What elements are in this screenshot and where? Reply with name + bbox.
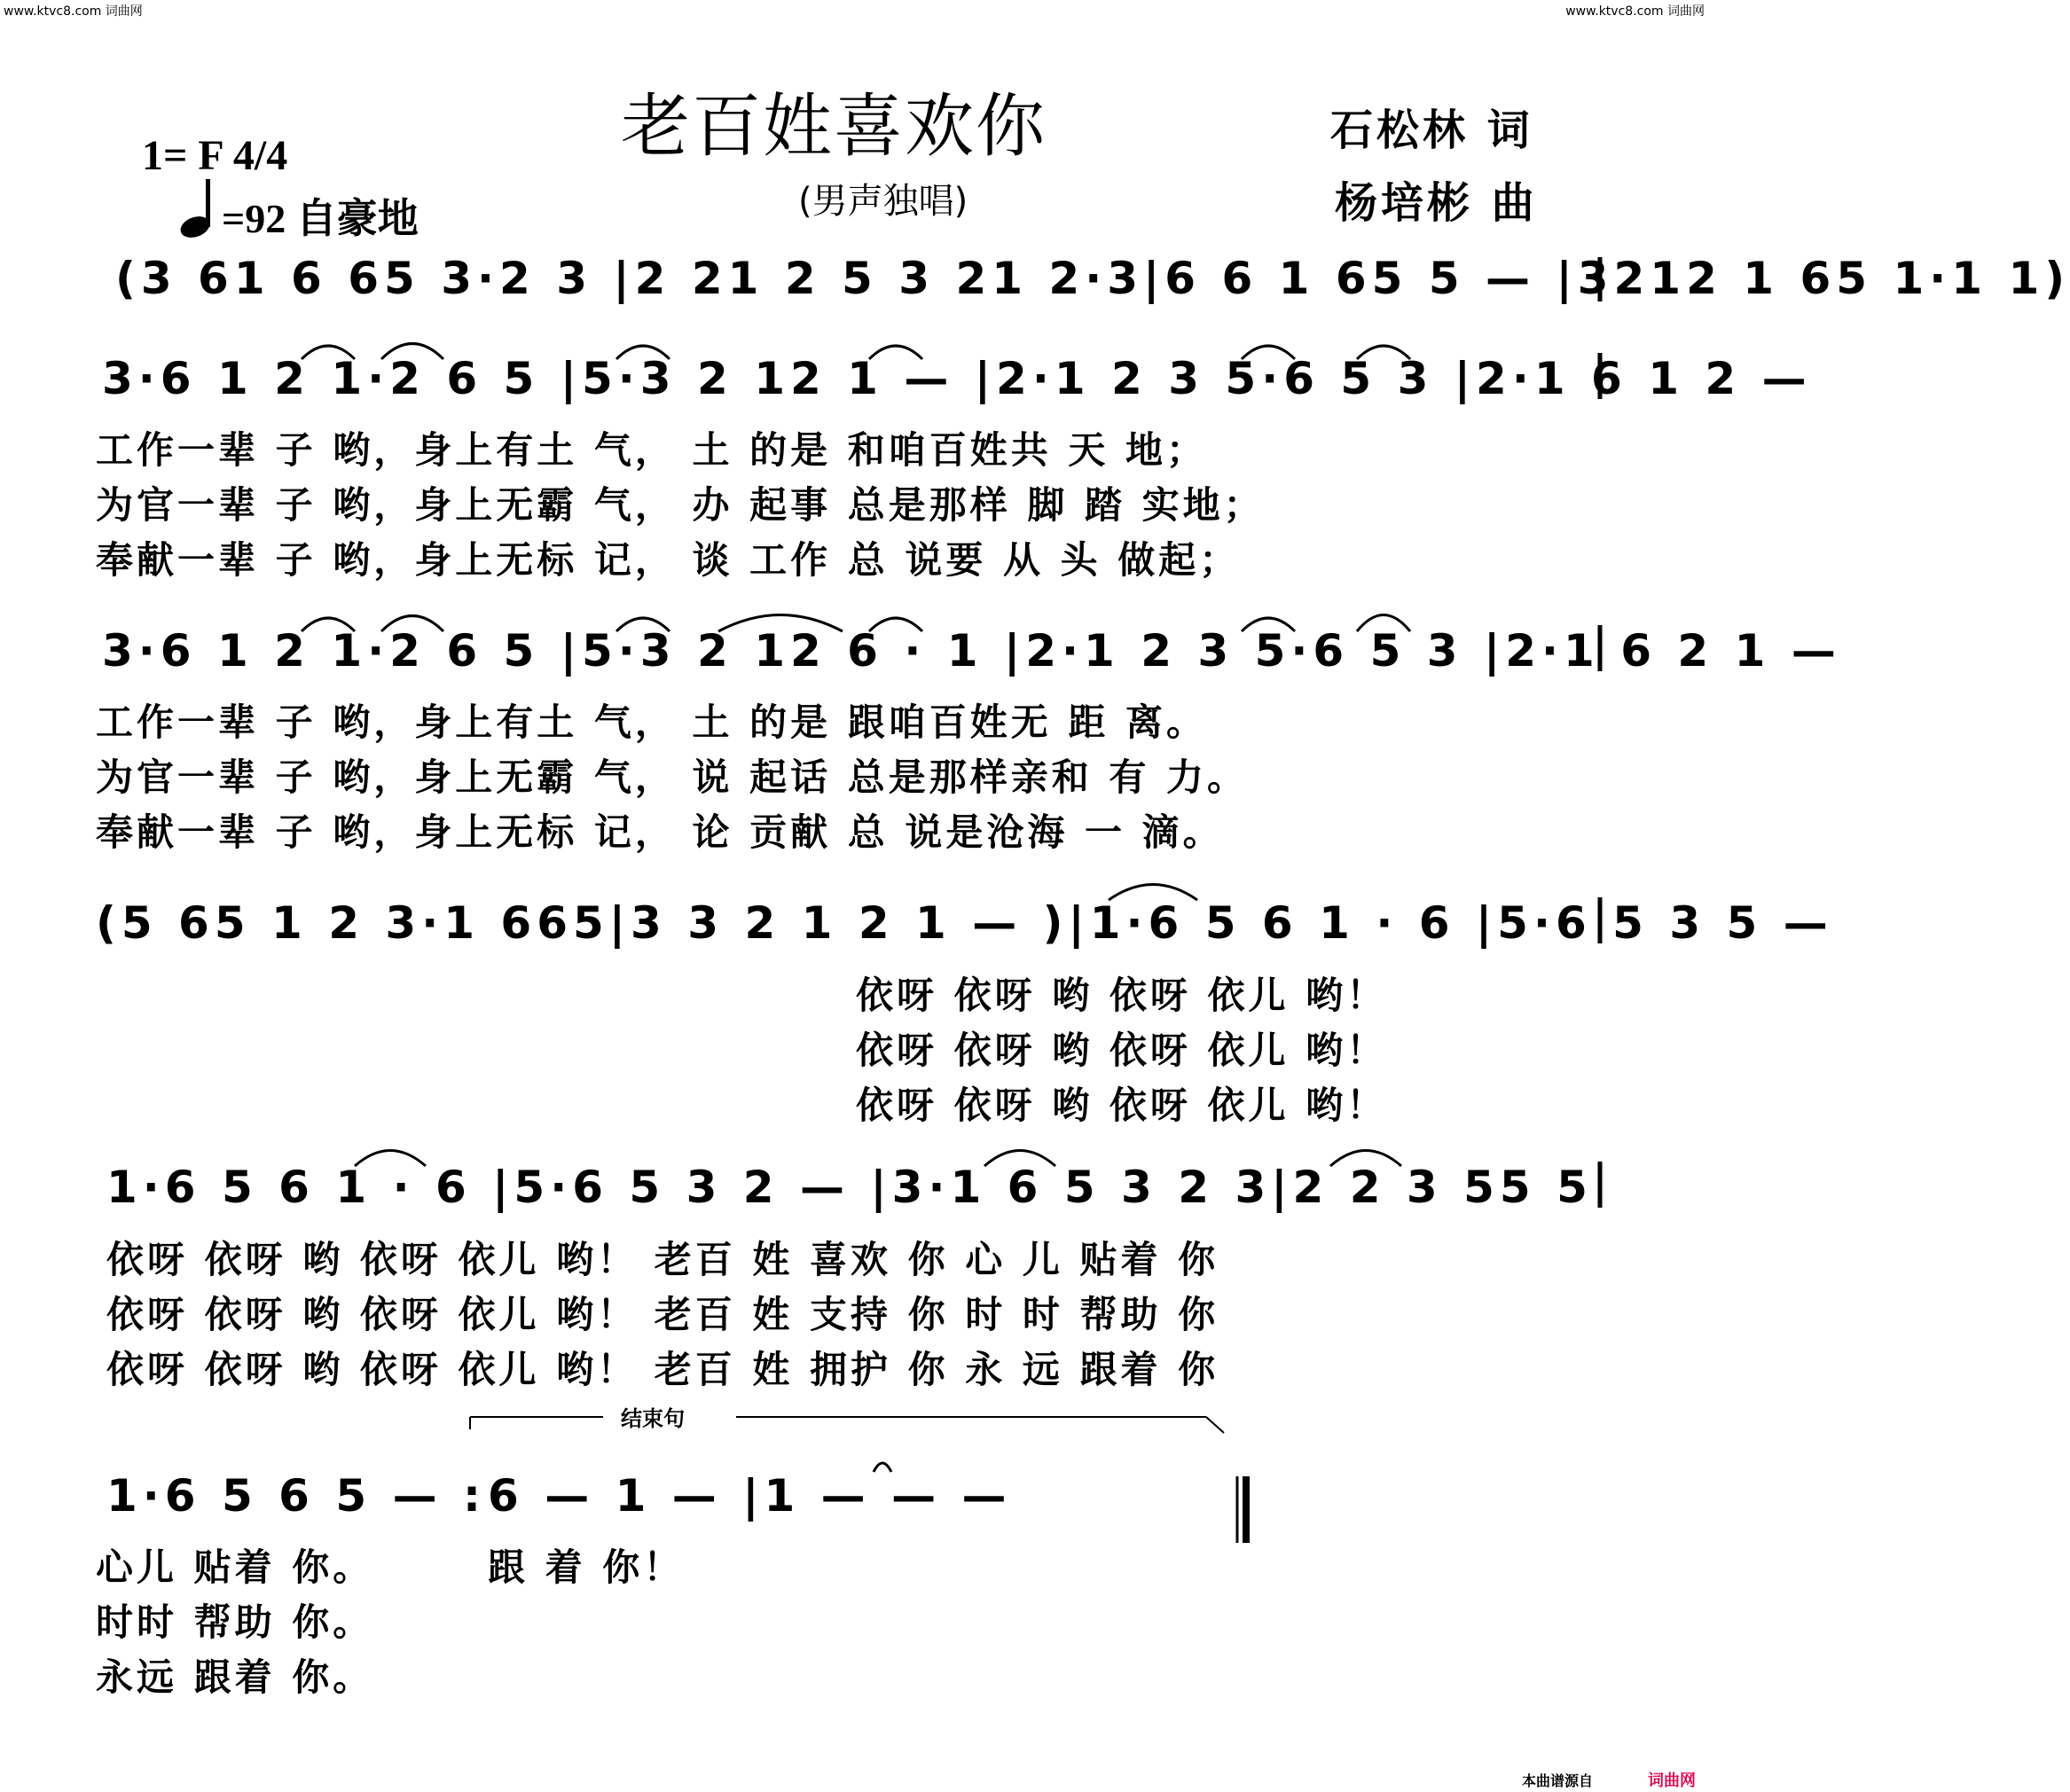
line3-lyric-verse1: 依呀 依呀 哟 依呀 依儿 哟！ bbox=[856, 974, 1388, 1017]
slur bbox=[869, 346, 922, 359]
ending-phrase-label: 结束句 bbox=[612, 1401, 694, 1432]
line2-lyric-verse3: 奉献一辈 子 哟，身上无标 记， 论 贡献 总 说是沧海 一 滴。 bbox=[96, 810, 1224, 854]
slur bbox=[302, 618, 355, 631]
line1-lyric-verse3: 奉献一辈 子 哟，身上无标 记， 谈 工作 总 说要 从 头 做起； bbox=[96, 538, 1241, 582]
line1-lyric-verse1: 工作一辈 子 哟，身上有土 气， 土 的是 和咱百姓共 天 地； bbox=[96, 428, 1207, 472]
line4-notes: 1·6 5 6 1 · 6 |5·6 5 3 2 — |3·1 6 5 3 2 3|2 2 3 55 5 bbox=[106, 1162, 1593, 1213]
slur bbox=[616, 618, 670, 631]
ending-bracket bbox=[1206, 1417, 1224, 1433]
line4-lyric-verse2: 依呀 依呀 哟 依呀 依儿 哟！ 老百 姓 支持 你 时 时 帮助 你 bbox=[106, 1293, 1219, 1336]
slur bbox=[1357, 346, 1410, 359]
slur bbox=[381, 344, 443, 360]
slur bbox=[1109, 885, 1197, 901]
fermata-icon bbox=[874, 1463, 891, 1472]
lyricist-credit: 石松林 词 bbox=[1330, 106, 1533, 155]
line2-lyric-verse2: 为官一辈 子 哟，身上无霸 气， 说 起话 总是那样亲和 有 力。 bbox=[96, 755, 1248, 799]
footer-site-logo[interactable]: 词曲网 bbox=[1648, 1772, 1696, 1790]
footer-source: 本曲谱源自 bbox=[1522, 1772, 1594, 1789]
line3-lyric-verse2: 依呀 依呀 哟 依呀 依儿 哟！ bbox=[856, 1029, 1388, 1072]
key-signature: 1= F 4/4 bbox=[142, 132, 288, 179]
line3-notes: (5 65 1 2 3·1 665|3 3 2 1 2 1 — )|1·6 5 6 1 · 6 |5·6 5 3 5 — bbox=[96, 897, 1833, 949]
line5-lyric-verse1: 心儿 贴着 你。 bbox=[96, 1546, 374, 1589]
watermark-left: www.ktvc8.com 词曲网 bbox=[4, 4, 143, 19]
line2-notes: 3·6 1 2 1·2 6 5 |5·3 2 12 6 · 1 |2·1 2 3 5·6 5 3 |2·1 6 2 1 — bbox=[102, 625, 1841, 677]
watermark-right: www.ktvc8.com 词曲网 bbox=[1565, 4, 1705, 19]
slur bbox=[355, 1151, 426, 1167]
line3-lyric-verse3: 依呀 依呀 哟 依呀 依儿 哟！ bbox=[856, 1084, 1388, 1127]
line5-lyric-verse3: 永远 跟着 你。 bbox=[96, 1655, 374, 1699]
slur bbox=[718, 615, 843, 632]
slur bbox=[869, 618, 922, 631]
line4-lyric-verse1: 依呀 依呀 哟 依呀 依儿 哟！ 老百 姓 喜欢 你 心 儿 贴着 你 bbox=[106, 1238, 1219, 1281]
tempo-marking: =92 自豪地 bbox=[222, 196, 419, 241]
slur bbox=[984, 1151, 1055, 1167]
slur bbox=[1357, 615, 1410, 632]
slur bbox=[1330, 1151, 1401, 1167]
line5-notes-left: 1·6 5 6 5 — : bbox=[106, 1470, 486, 1522]
line5-ending-lyric: 跟 着 你！ bbox=[488, 1546, 685, 1589]
slur bbox=[381, 616, 443, 632]
intro-notes: (3 61 6 65 3·2 3 |2 21 2 5 3 21 2·3|6 6 1 65 5 — |3212 1 65 1·1 1) bbox=[115, 253, 2070, 304]
slur bbox=[1242, 618, 1295, 631]
line4-lyric-verse3: 依呀 依呀 哟 依呀 依儿 哟！ 老百 姓 拥护 你 永 远 跟着 你 bbox=[106, 1348, 1219, 1391]
line1-lyric-verse2: 为官一辈 子 哟，身上无霸 气， 办 起事 总是那样 脚 踏 实地； bbox=[96, 483, 1265, 527]
line2-lyric-verse1: 工作一辈 子 哟，身上有土 气， 土 的是 跟咱百姓无 距 离。 bbox=[96, 700, 1207, 744]
song-subtitle: (男声独唱) bbox=[798, 181, 968, 222]
slur bbox=[302, 346, 355, 359]
slur bbox=[616, 346, 670, 359]
song-title: 老百姓喜欢你 bbox=[621, 87, 1047, 167]
line1-notes: 3·6 1 2 1·2 6 5 |5·3 2 12 1 — |2·1 2 3 5·6 5 3 |2·1 6 1 2 — bbox=[102, 353, 1812, 404]
line5-notes-ending: 6 — 1 — |1 — — — bbox=[488, 1470, 1012, 1522]
composer-credit: 杨培彬 曲 bbox=[1335, 178, 1538, 228]
line5-lyric-verse2: 时时 帮助 你。 bbox=[96, 1600, 374, 1644]
slur bbox=[1242, 346, 1295, 359]
